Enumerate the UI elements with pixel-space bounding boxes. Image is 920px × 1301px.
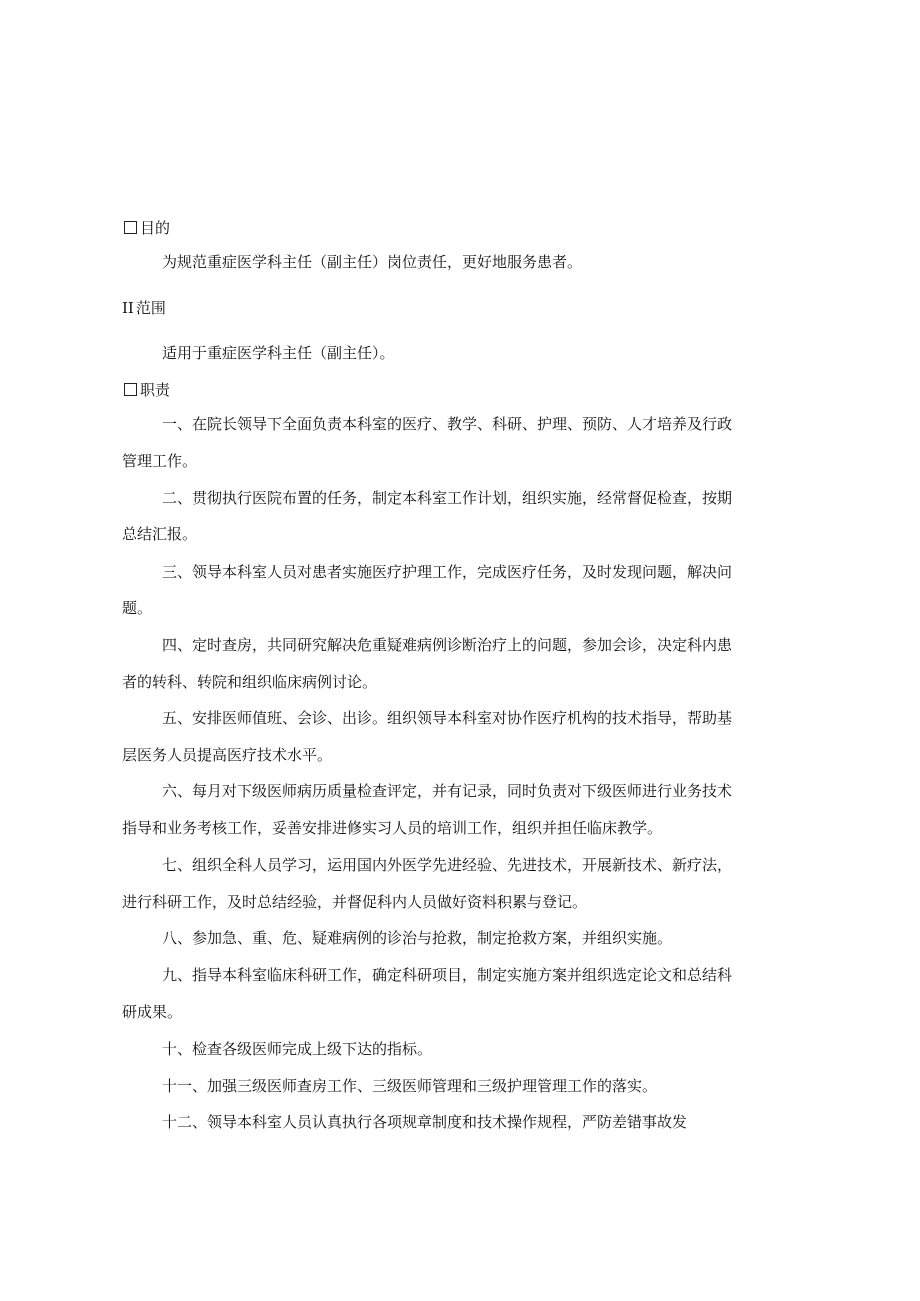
duty-item-2-line-2: 总结汇报。: [122, 525, 198, 543]
duty-item-2-line-1: 二、贯彻执行医院布置的任务，制定本科室工作计划，组织实施，经常督促检查，按期: [162, 489, 733, 507]
checkbox-icon: [124, 221, 137, 234]
duty-item-7-line-2: 进行科研工作，及时总结经验，并督促科内人员做好资料积累与登记。: [122, 893, 588, 911]
scope-text: 适用于重症医学科主任（副主任）。: [162, 344, 395, 362]
duty-item-1-line-1: 一、在院长领导下全面负责本科室的医疗、教学、科研、护理、预防、人才培养及行政: [162, 415, 733, 433]
section-title-scope: 范围: [135, 299, 166, 317]
duty-item-5-line-1: 五、安排医师值班、会诊、出诊。组织领导本科室对协作医疗机构的技术指导，帮助基: [162, 709, 733, 727]
section-heading-scope: [122, 298, 166, 318]
duty-item-11-line-1: 十一、加强三级医师查房工作、三级医师管理和三级护理管理工作的落实。: [162, 1077, 658, 1095]
checkbox-icon: [124, 383, 137, 396]
duty-item-3-line-1: 三、领导本科室人员对患者实施医疗护理工作，完成医疗任务，及时发现问题，解决问: [162, 563, 733, 581]
purpose-text: 为规范重症医学科主任（副主任）岗位责任，更好地服务患者。: [162, 253, 583, 271]
duty-item-4-line-2: 者的转科、转院和组织临床病例讨论。: [122, 673, 378, 691]
section-marker-scope: II: [122, 299, 134, 317]
duty-item-10-line-1: 十、检查各级医师完成上级下达的指标。: [162, 1040, 433, 1058]
section-heading-purpose: [124, 218, 170, 238]
duty-item-6-line-1: 六、每月对下级医师病历质量检查评定，并有记录，同时负责对下级医师进行业务技术: [162, 782, 733, 800]
duty-item-12-line-1: 十二、领导本科室人员认真执行各项规章制度和技术操作规程，严防差错事故发: [162, 1113, 688, 1131]
duty-item-9-line-1: 九、指导本科室临床科研工作，确定科研项目，制定实施方案并组织选定论文和总结科: [162, 966, 733, 984]
section-title-duties: 职责: [140, 381, 171, 399]
section-heading-duties: [124, 380, 170, 400]
duty-item-9-line-2: 研成果。: [122, 1003, 183, 1021]
duty-item-5-line-2: 层医务人员提高医疗技术水平。: [122, 746, 333, 764]
duty-item-4-line-1: 四、定时查房，共同研究解决危重疑难病例诊断治疗上的问题，参加会诊，决定科内患: [162, 636, 733, 654]
duty-item-3-line-2: 题。: [122, 599, 153, 617]
duty-item-6-line-2: 指导和业务考核工作，妥善安排进修实习人员的培训工作，组织并担任临床教学。: [122, 819, 663, 837]
duty-item-1-line-2: 管理工作。: [122, 452, 198, 470]
duty-item-8-line-1: 八、参加急、重、危、疑难病例的诊治与抢救，制定抢救方案，并组织实施。: [162, 929, 673, 947]
duty-item-7-line-1: 七、组织全科人员学习，运用国内外医学先进经验、先进技术，开展新技术、新疗法，: [162, 856, 733, 874]
section-title-purpose: 目的: [140, 219, 171, 237]
